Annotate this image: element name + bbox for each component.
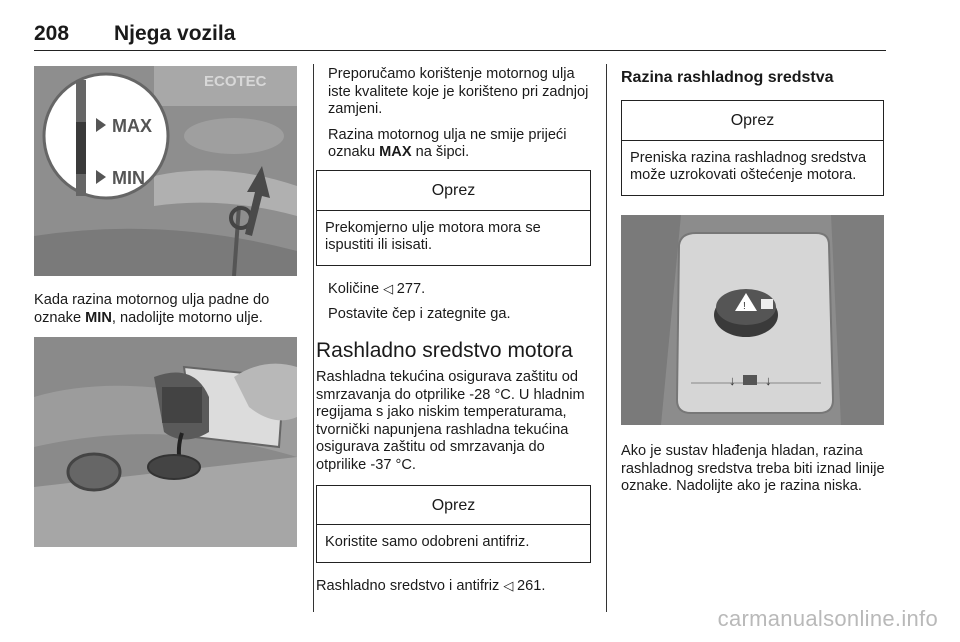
column-divider-right — [606, 64, 607, 612]
coolant-antifreeze-reference: Rashladno sredstvo i antifriz ◁ 261. — [316, 577, 546, 594]
page-header — [34, 22, 886, 51]
caution-title: Oprez — [622, 101, 883, 141]
coolant-protection-paragraph: Rashladna tekućina osigurava zaštitu od smrzavanja do otprilike -28 °C. U hladnim regijama s jako niskim temperaturama, tvornički napunjena rashladna tekućina osigurava zaštitu od smrzavanja do otprilike -37 °C. — [316, 368, 585, 473]
svg-text:↓: ↓ — [765, 373, 772, 388]
caution-body: Preniska razina rashladnog sredstva može uzrokovati oštećenje motora. — [630, 149, 867, 184]
page-number: 208 — [34, 22, 70, 45]
column-2-text — [316, 66, 591, 603]
column-3-text — [621, 66, 887, 208]
page-ref-icon: ◁ — [503, 577, 517, 593]
max-marker-label: MAX — [112, 116, 152, 136]
oil-max-paragraph: Razina motornog ulja ne smije prijeći oznaku MAX na šipci. — [328, 126, 567, 161]
column-1-text — [34, 292, 302, 335]
caution-title: Oprez — [317, 486, 590, 526]
caution-box-low-coolant — [621, 100, 884, 196]
oil-quality-paragraph: Preporučamo korištenje motornog ulja iste kvalitete koje je korišteno pri zadnjoj zamjeni. — [328, 66, 589, 118]
quantities-reference: Količine ◁ 277. — [328, 280, 426, 297]
column-3-lower-text — [621, 443, 889, 504]
caution-body: Koristite samo odobreni antifriz. — [325, 534, 530, 551]
caution-body: Prekomjerno ulje motora mora se ispustiti ili isisati. — [325, 219, 541, 254]
ecotec-label: ECOTEC — [204, 73, 267, 90]
caution-title: Oprez — [317, 171, 590, 211]
page-title: Njega vozila — [114, 22, 236, 45]
caution-box-excess-oil — [316, 170, 591, 266]
caution-box-antifreeze — [316, 485, 591, 563]
column-divider-left — [313, 64, 314, 612]
coolant-section-heading: Rashladno sredstvo motora — [316, 338, 573, 362]
dipstick-caption: Kada razina motornog ulja padne do oznake MIN, nadolijte motorno ulje. — [34, 292, 270, 326]
cap-instruction: Postavite čep i zategnite ga. — [328, 306, 511, 323]
min-marker-label: MIN — [112, 168, 145, 188]
dipstick-figure — [34, 66, 297, 276]
coolant-reservoir-figure — [621, 215, 884, 425]
watermark: carmanualsonline.info — [717, 606, 938, 631]
coolant-level-heading: Razina rashladnog sredstva — [621, 69, 834, 86]
coolant-level-paragraph: Ako je sustav hlađenja hladan, razina rashladnog sredstva treba biti iznad linije oznake. Nadolijte ako je razina niska. — [621, 443, 885, 495]
svg-text:↓: ↓ — [729, 373, 736, 388]
page-ref-icon: ◁ — [383, 280, 397, 296]
svg-text:!: ! — [743, 301, 746, 312]
oil-filling-figure — [34, 337, 297, 547]
